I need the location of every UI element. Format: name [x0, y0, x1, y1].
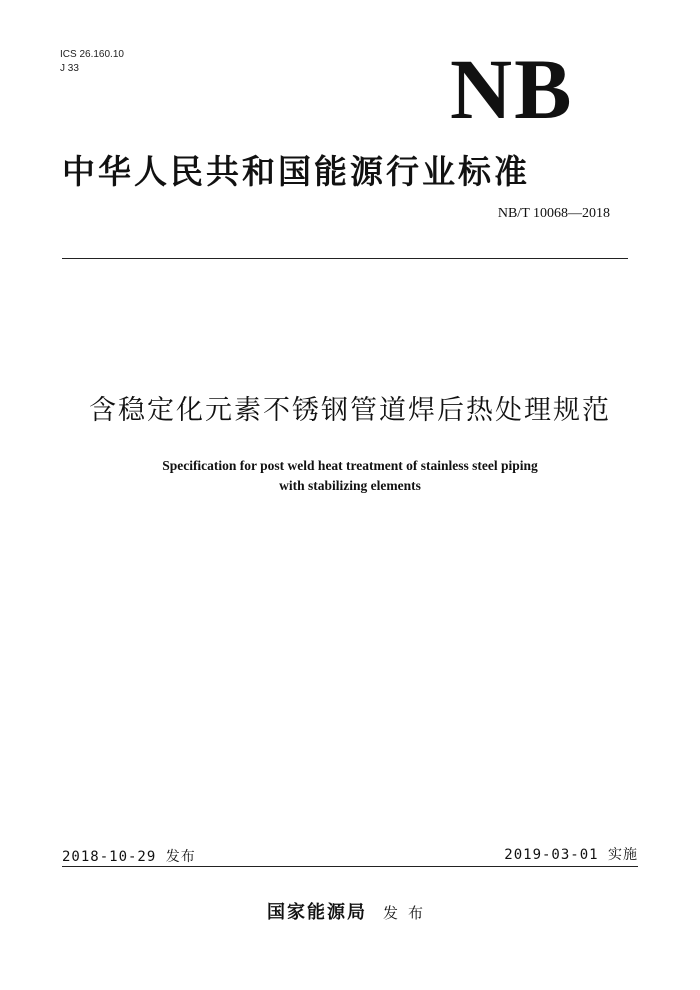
title-english — [100, 456, 600, 496]
publish-label: 发布 — [382, 904, 433, 922]
title-chinese: 含稳定化元素不锈钢管道焊后热处理规范 — [89, 395, 611, 426]
standard-number: NB/T 10068—2018 — [497, 206, 610, 221]
classification-codes — [60, 48, 124, 76]
top-divider — [62, 258, 628, 259]
industry-standard-name: 中华人民共和国能源行业标准 — [62, 152, 530, 191]
bottom-divider — [62, 866, 638, 867]
title-english-line-1: Specification for post weld heat treatment of stainless steel piping — [162, 458, 538, 473]
publisher — [0, 898, 700, 924]
ics-code: ICS 26.160.10 — [60, 49, 124, 60]
ccs-code: J 33 — [60, 63, 79, 74]
title-english-line-2: with stabilizing elements — [279, 478, 421, 493]
issue-date: 2018-10-29 发布 — [62, 849, 196, 865]
nb-logo: NB — [450, 41, 574, 137]
implementation-date: 2019-03-01 实施 — [504, 847, 638, 863]
publisher-name: 国家能源局 — [266, 902, 367, 923]
